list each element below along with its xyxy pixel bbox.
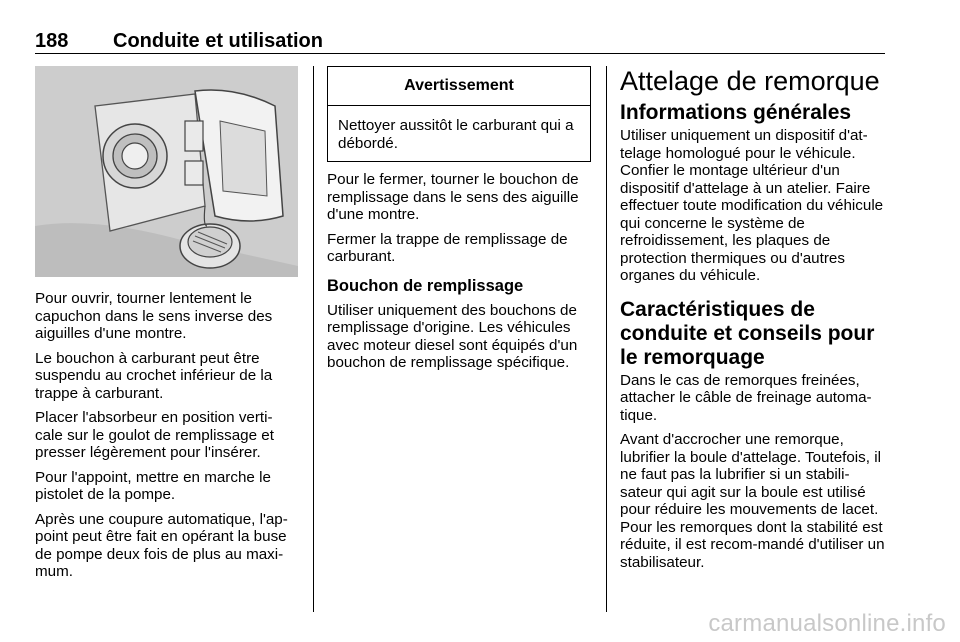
- paragraph: Après une coupure automatique, l'ap-point peut être fait en opérant la buse de pompe deux fois de plus au maxi-mum.: [35, 510, 288, 580]
- column-3: [620, 66, 888, 578]
- subheading: Bouchon de remplissage: [327, 276, 524, 295]
- paragraph: Pour ouvrir, tourner lentement le capuchon dans le sens inverse des aiguilles d'une montre.: [35, 290, 273, 342]
- paragraph: Pour le fermer, tourner le bouchon de remplissage dans le sens des aiguille d'une montre.: [327, 171, 579, 223]
- page-number: 188: [35, 30, 69, 52]
- column-divider: [313, 66, 314, 612]
- column-divider: [606, 66, 607, 612]
- paragraph: Avant d'accrocher une remorque, lubrifier la boule d'attelage. Toutefois, il ne faut pas la lubrifier si un stabili-sateur qui agit sur la boule est utilisé pour réduire les mouvements de lacet. Pour les remorques dont la stabilité est réduite, il est recom-mandé d'utiliser un stabilisateur.: [620, 431, 885, 571]
- column-1: [35, 66, 300, 588]
- section-title: Conduite et utilisation: [113, 30, 323, 52]
- paragraph: Le bouchon à carburant peut être suspendu au crochet inférieur de la trappe à carburant.: [35, 349, 273, 402]
- warning-title: Avertissement: [328, 67, 590, 106]
- paragraph: Utiliser uniquement des bouchons de remplissage d'origine. Les véhicules avec moteur diesel sont équipés d'un bouchon de remplissage spécifique.: [327, 301, 578, 371]
- section-heading: Caractéristiques de conduite et conseils pour le remorquage: [620, 297, 875, 369]
- fuel-filler-cap-illustration-icon: [35, 66, 298, 277]
- header-rule: [35, 53, 885, 54]
- chapter-heading: Attelage de remorque: [620, 66, 880, 96]
- column-2: [327, 66, 592, 379]
- paragraph: Placer l'absorbeur en position verti-cale sur le goulot de remplissage et presser légèrement pour l'insérer.: [35, 409, 274, 461]
- page-header: [35, 30, 885, 52]
- warning-box: [327, 66, 591, 162]
- paragraph: Pour l'appoint, mettre en marche le pistolet de la pompe.: [35, 468, 271, 503]
- warning-body: Nettoyer aussitôt le carburant qui a débordé.: [338, 117, 574, 152]
- section-heading: Informations générales: [620, 101, 852, 124]
- watermark: carmanualsonline.info: [708, 610, 946, 637]
- paragraph: Fermer la trappe de remplissage de carburant.: [327, 230, 568, 265]
- paragraph: Dans le cas de remorques freinées, attacher le câble de freinage automa-tique.: [620, 371, 872, 424]
- paragraph: Utiliser uniquement un dispositif d'at-telage homologué pour le véhicule. Confier le montage ultérieur d'un dispositif d'attelage à un atelier. Faire effectuer toute modification du véhicule qui concerne le système de refroidissement, les plaques de protection thermiques ou d'autres organes du véhicule.: [620, 127, 884, 284]
